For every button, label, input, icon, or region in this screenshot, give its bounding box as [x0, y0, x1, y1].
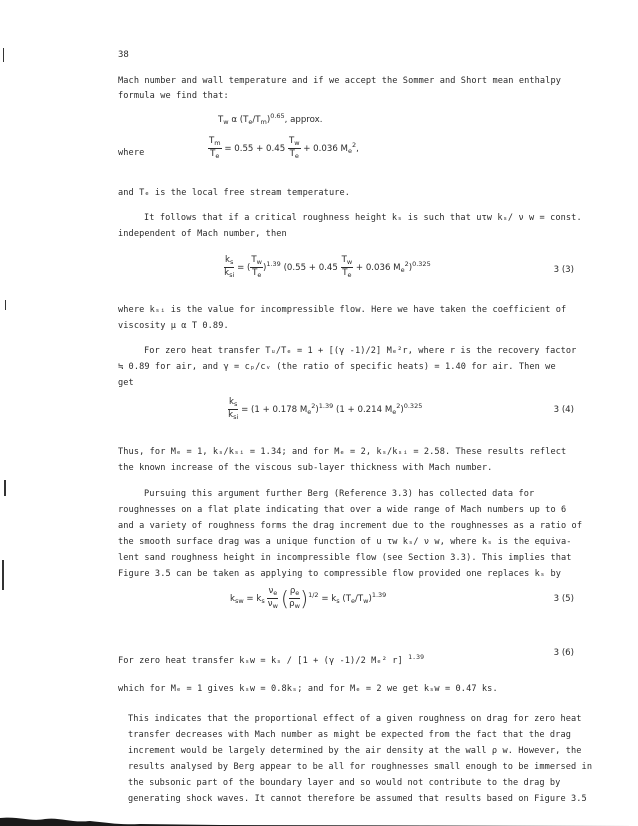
text-line: It follows that if a critical roughness height kₛ is such that uτw kₛ/ ν w = const. — [144, 213, 582, 223]
page-number: 38 — [118, 50, 129, 60]
text-line: the smooth surface drag was a unique function of u τw kₛ/ ν w, where kₛ is the equiva- — [118, 537, 572, 547]
text-line: roughnesses on a flat plate indicating that over a wide range of Mach numbers up to 6 — [118, 505, 567, 515]
equation-number: 3 (4) — [553, 405, 574, 415]
text-line: Thus, for Mₑ = 1, kₛ/kₛᵢ = 1.34; and for Mₑ = 2, kₛ/kₛᵢ = 2.58. These results reflect — [118, 447, 567, 457]
equation-number: 3 (3) — [553, 265, 574, 275]
equation-number: 3 (5) — [553, 594, 574, 604]
text-line: the known increase of the viscous sub-layer thickness with Mach number. — [118, 463, 493, 473]
scan-artifact — [3, 48, 4, 62]
text-line: viscosity μ α T 0.89. — [118, 321, 229, 331]
text-line: where kₛᵢ is the value for incompressible flow. Here we have taken the coefficient of — [118, 305, 567, 315]
equation-3-6: For zero heat transfer kₛw = kₛ / [1 + (γ -1)/2 Mₑ² r] $^{1.39}$ — [118, 653, 425, 666]
equation-3-5: $k_{sw} = k_s$ $\frac{\nu_e}{\nu_w}$ ( $\frac{\rho_e}{\rho_w}$ )$^{1/2} = k_s$ $(T_e/T_w)^{1.39}$ — [230, 586, 387, 611]
text-line: which for Mₑ = 1 gives kₛw = 0.8kₛ; and for Mₑ = 2 we get kₛw = 0.47 ks. — [118, 684, 498, 694]
text-line: lent sand roughness height in incompressible flow (see Section 3.3). This implies that — [118, 553, 572, 563]
text-line: results analysed by Berg appear to be all for roughnesses small enough to be immersed in — [128, 762, 593, 772]
text-line: transfer decreases with Mach number as might be expected from the fact that the drag — [128, 730, 572, 740]
text-line: Figure 3.5 can be taken as applying to compressible flow provided one replaces kₛ by — [118, 569, 562, 579]
text-line: Pursuing this argument further Berg (Reference 3.3) has collected data for — [144, 489, 535, 499]
equation-number: 3 (6) — [553, 648, 574, 658]
equation-label: where — [118, 148, 145, 158]
scan-artifact — [2, 560, 4, 590]
text-line: generating shock waves. It cannot therefore be assumed that results based on Figure 3.5 — [128, 794, 587, 804]
text-line: ≒ 0.89 for air, and γ = cₚ/cᵥ (the ratio of specific heats) = 1.40 for air. Then we — [118, 362, 556, 372]
text-line: increment would be largely determined by the air density at the wall ρ w. However, the — [128, 746, 582, 756]
text-line: formula we find that: — [118, 91, 229, 101]
text-line: the subsonic part of the boundary layer and so would not contribute to the drag by — [128, 778, 561, 788]
text-line: get — [118, 378, 134, 388]
equation-3-3: $\frac{k_s}{k_{si}}$ = ( $\frac{T_w}{T_e}$ )$^{1.39}$ (0.55 + 0.45 $\frac{T_w}{T_e}$ + 0.036 $M_e^2)^{0.325}$ — [224, 255, 431, 279]
equation-note: , approx. — [284, 115, 323, 125]
scan-edge-strip — [0, 814, 638, 826]
scan-artifact — [4, 480, 6, 496]
equation-3-4: $\frac{k_s}{k_{si}}$ = (1 + 0.178 $M_e^2)^{1.39}$ (1 + 0.214 $M_e^2)^{0.325}$ — [228, 397, 423, 421]
scan-artifact — [5, 300, 6, 310]
text-line: Mach number and wall temperature and if we accept the Sommer and Short mean enthalpy — [118, 76, 562, 86]
text-line: For zero heat transfer Tᵤ/Tₑ = 1 + [(γ -1)/2] Mₑ²r, where r is the recovery factor — [144, 346, 577, 356]
text-line: and a variety of roughness forms the drag increment due to the roughnesses as a ratio of — [118, 521, 583, 531]
text-line: independent of Mach number, then — [118, 229, 287, 239]
text-line: and Tₑ is the local free stream temperature. — [118, 188, 351, 198]
text-line: This indicates that the proportional effect of a given roughness on drag for zero heat — [128, 714, 582, 724]
equation-sommer-short: $T_w$ α $(T_e/T_m)^{0.65}$, approx. — [218, 112, 323, 126]
equation-mean-temperature: $\frac{T_m}{T_e}$ = 0.55 + 0.45 $\frac{T_w}{T_e}$ + 0.036 $M_e^2$, — [209, 136, 359, 160]
